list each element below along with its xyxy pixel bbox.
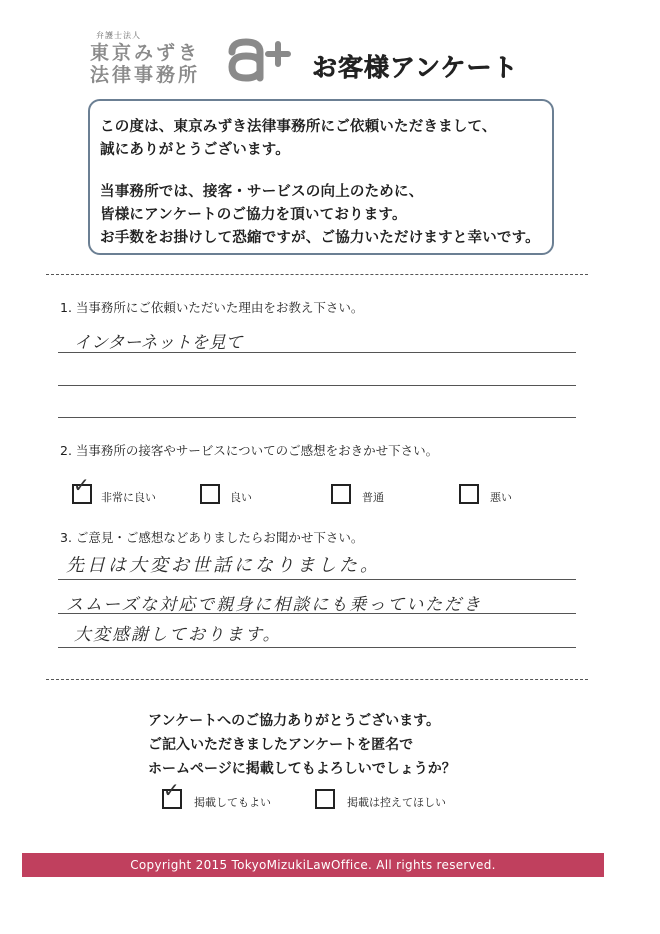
section-divider	[46, 274, 588, 275]
intro-line-2: 誠にありがとうございます。	[100, 142, 290, 158]
firm-name-line1: 東京みずき	[90, 42, 201, 64]
q1-answer-line-2	[58, 385, 576, 386]
q2-option-average-checkbox[interactable]	[331, 484, 351, 504]
q3-question: 3. ご意見・ご感想などありましたらお聞かせ下さい。	[60, 530, 364, 545]
q2-option-bad-checkbox[interactable]	[459, 484, 479, 504]
q1-answer[interactable]: インターネットを見て	[74, 333, 243, 353]
logo-a-plus-icon	[226, 34, 296, 82]
footer-copyright: Copyright 2015 TokyoMizukiLawOffice. All rights reserved.	[130, 858, 496, 872]
intro-line-5: お手数をお掛けして恐縮ですが、ご協力いただけますと幸いです。	[100, 230, 540, 246]
q2-option-bad-label: 悪い	[490, 491, 512, 504]
q3-answer-line-3	[58, 647, 576, 648]
q2-option-average-label: 普通	[362, 491, 384, 504]
q1-question: 1. 当事務所にご依頼いただいた理由をお教え下さい。	[60, 300, 364, 315]
q1-answer-line-1	[58, 352, 576, 353]
outro-line-3: ホームページに掲載してもよろしいでしょうか？	[148, 761, 456, 777]
intro-line-4: 皆様にアンケートのご協力を頂いております。	[100, 207, 407, 223]
firm-name-line2: 法律事務所	[90, 64, 201, 86]
q2-question: 2. 当事務所の接客やサービスについてのご感想をおきかせ下さい。	[60, 443, 439, 458]
outro-line-2: ご記入いただきましたアンケートを匿名で	[148, 737, 414, 753]
q3-answer-line-1	[58, 579, 576, 580]
outro-line-1: アンケートへのご協力ありがとうございます。	[148, 713, 441, 729]
q3-answer-line-3-text[interactable]: 大変感謝しております。	[74, 625, 282, 645]
check-mark-icon: ✓	[163, 778, 180, 802]
publish-decline-label: 掲載は控えてほしい	[347, 796, 446, 809]
intro-line-1: この度は、東京みずき法律事務所にご依頼いただきまして、	[100, 119, 497, 135]
q1-answer-line-3	[58, 417, 576, 418]
firm-logo	[226, 34, 274, 82]
section-divider-2	[46, 679, 588, 680]
q3-answer-line-2-text[interactable]: スムーズな対応で親身に相談にも乗っていただき	[66, 595, 483, 615]
check-mark-icon: ✓	[73, 473, 90, 497]
survey-title: お客様アンケート	[312, 53, 519, 82]
intro-line-3: 当事務所では、接客・サービスの向上のために、	[100, 184, 424, 200]
q3-answer-line-1-text[interactable]: 先日は大変お世話になりました。	[66, 555, 381, 576]
q2-option-very-good-label: 非常に良い	[101, 491, 156, 504]
publish-decline-checkbox[interactable]	[315, 789, 335, 809]
q3-answer-line-2	[58, 613, 576, 614]
q2-option-good-checkbox[interactable]	[200, 484, 220, 504]
publish-ok-label: 掲載してもよい	[194, 796, 271, 809]
firm-type-label: 弁護士法人	[96, 31, 141, 40]
q2-option-good-label: 良い	[230, 491, 252, 504]
